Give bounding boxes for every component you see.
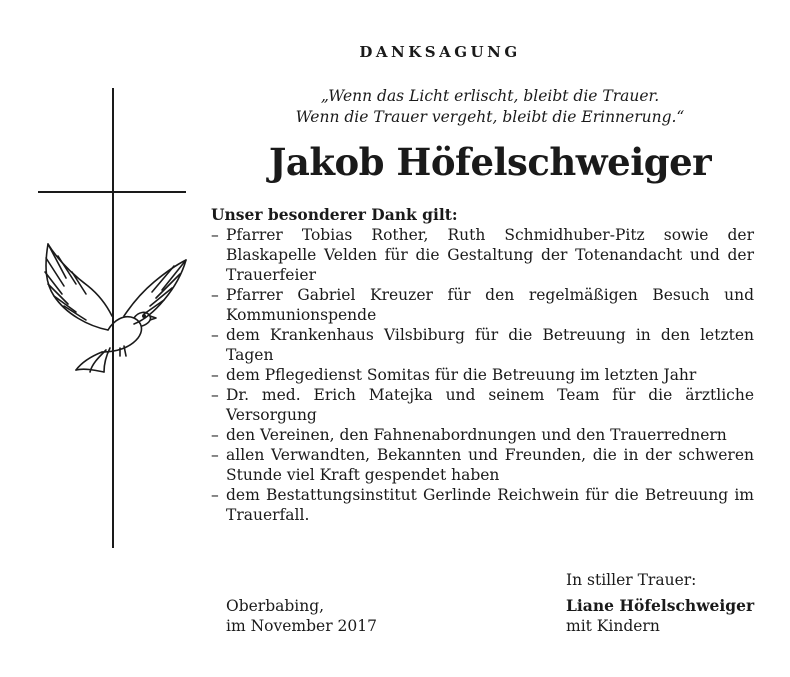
- mourning-intro: In stiller Trauer:: [566, 571, 697, 589]
- thanks-item: – den Vereinen, den Fahnenabordnungen und den Trauerrednern: [211, 425, 754, 445]
- thanks-item: – dem Bestattungsinstitut Gerlinde Reichwein für die Betreuung im Trauerfall.: [211, 485, 754, 525]
- survivor-suffix: mit Kindern: [566, 617, 660, 635]
- place: Oberbabing,: [226, 597, 325, 615]
- thanks-list: [211, 225, 754, 525]
- place-date: [226, 596, 377, 636]
- quote-line-1: „Wenn das Licht erlischt, bleibt die Trauer.: [320, 87, 660, 105]
- thanks-item: – dem Pflegedienst Somitas für die Betreuung im letzten Jahr: [211, 365, 754, 385]
- survivor-name: Liane Höfelschweiger: [566, 596, 755, 615]
- cross-horizontal-beam: [38, 191, 186, 193]
- thanks-item: – allen Verwandten, Bekannten und Freunden, die in der schweren Stunde viel Kraft gespendet haben: [211, 445, 754, 485]
- dove-icon: [36, 234, 188, 374]
- thanks-item: – Pfarrer Gabriel Kreuzer für den regelmäßigen Besuch und Kommunionspende: [211, 285, 754, 325]
- memorial-quote: [190, 86, 790, 128]
- thanks-section: [211, 205, 754, 525]
- thanks-item: – Pfarrer Tobias Rother, Ruth Schmidhuber-Pitz sowie der Blaskapelle Velden für die Gestaltung der Totenandacht und der Trauerfeier: [211, 225, 754, 285]
- quote-line-2: Wenn die Trauer vergeht, bleibt die Erinnerung.“: [295, 108, 685, 126]
- date: im November 2017: [226, 617, 377, 635]
- deceased-name: Jakob Höfelschweiger: [268, 140, 712, 184]
- thanks-item: – dem Krankenhaus Vilsbiburg für die Betreuung in den letzten Tagen: [211, 325, 754, 365]
- mourners: [566, 570, 754, 636]
- notice-heading: DANKSAGUNG: [359, 43, 521, 61]
- thanks-heading: Unser besonderer Dank gilt:: [211, 205, 458, 224]
- thanks-item: – Dr. med. Erich Matejka und seinem Team für die ärztliche Versorgung: [211, 385, 754, 425]
